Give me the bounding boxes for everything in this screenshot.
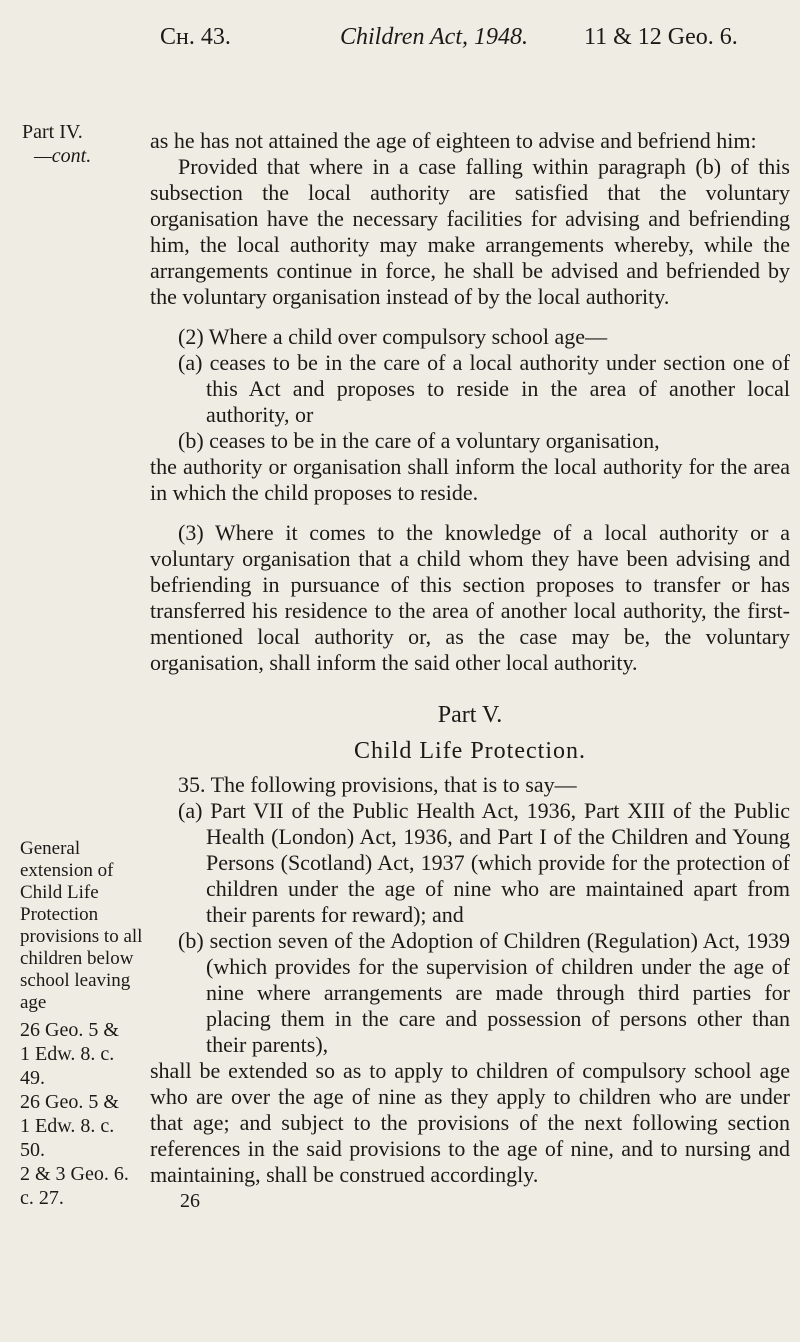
act-title: Children Act, 1948. [340, 24, 528, 50]
statute-ref: 1 Edw. 8. c. 49. [20, 1043, 115, 1089]
statute-ref: 2 & 3 Geo. 6. [20, 1163, 129, 1185]
section-35-tail: shall be extended so as to apply to children of compulsory school age who are over the age of nine as they apply to children who are under that age; and subject to the provisions of the next following section references in the said provisions to the age of nine, and to nursing and maintaining, shall be construed accordingly. [150, 1058, 790, 1187]
margin-cont: —cont. [34, 145, 92, 167]
regnal-year: 11 & 12 Geo. 6. [584, 24, 738, 50]
margin-side-note [20, 838, 144, 1210]
body-text [150, 128, 790, 1214]
chapter-number: Cн. 43. [160, 24, 231, 50]
margin-part-label [22, 120, 142, 168]
section-35a: (a) Part VII of the Public Health Act, 1936, Part XIII of the Public Health (London) Act, 1936, and Part I of the Children and Young Persons (Scotland) Act, 1937 (which provide for the protection of children under the age of nine who are maintained apart from their parents for reward); and [178, 798, 790, 927]
subsection-2: (2) Where a child over compulsory school age— [178, 324, 608, 349]
section-35: 35. The following provisions, that is to say— [178, 772, 577, 797]
statute-ref: 1 Edw. 8. c. 50. [20, 1115, 115, 1161]
subsection-2a: (a) ceases to be in the care of a local authority under section one of this Act and proposes to reside in the area of another local authority, or [178, 350, 790, 427]
part-title: Part V. [437, 702, 503, 728]
subsection-2-tail: the authority or organisation shall inform the local authority for the area in which the child proposes to reside. [150, 454, 790, 505]
margin-part: Part IV. [22, 121, 83, 143]
paragraph: as he has not attained the age of eighteen to advise and befriend him: [150, 128, 757, 153]
side-note-text: General extension of Child Life Protection provisions to all children below school leaving age [20, 838, 143, 1013]
statute-ref: 26 Geo. 5 & [20, 1091, 119, 1113]
statute-references [20, 1018, 144, 1210]
subsection-2b: (b) ceases to be in the care of a voluntary organisation, [178, 428, 660, 453]
statute-ref: c. 27. [20, 1187, 64, 1209]
statute-ref: 26 Geo. 5 & [20, 1019, 119, 1041]
subsection-3: (3) Where it comes to the knowledge of a local authority or a voluntary organisation that a child whom they have been advising and befriending in pursuance of this section proposes to transfer or has transferred his residence to the area of another local authority, the first-mentioned local authority or, as the case may be, the voluntary organisation, shall inform the said other local authority. [150, 520, 790, 675]
proviso: Provided that where in a case falling within paragraph (b) of this subsection the local authority are satisfied that the voluntary organisation have the necessary facilities for advising and befriending him, the local authority may make arrangements whereby, while the arrangements continue in force, he shall be advised and befriended by the voluntary organisation instead of by the local authority. [150, 154, 790, 309]
page-number: 26 [180, 1190, 200, 1212]
running-header [160, 24, 790, 54]
part-heading: Child Life Protection. [354, 738, 586, 764]
section-35b: (b) section seven of the Adoption of Children (Regulation) Act, 1939 (which provides for the supervision of children under the age of nine where arrangements are made through third parties for placing them in the care and possession of persons other than their parents), [178, 928, 790, 1057]
